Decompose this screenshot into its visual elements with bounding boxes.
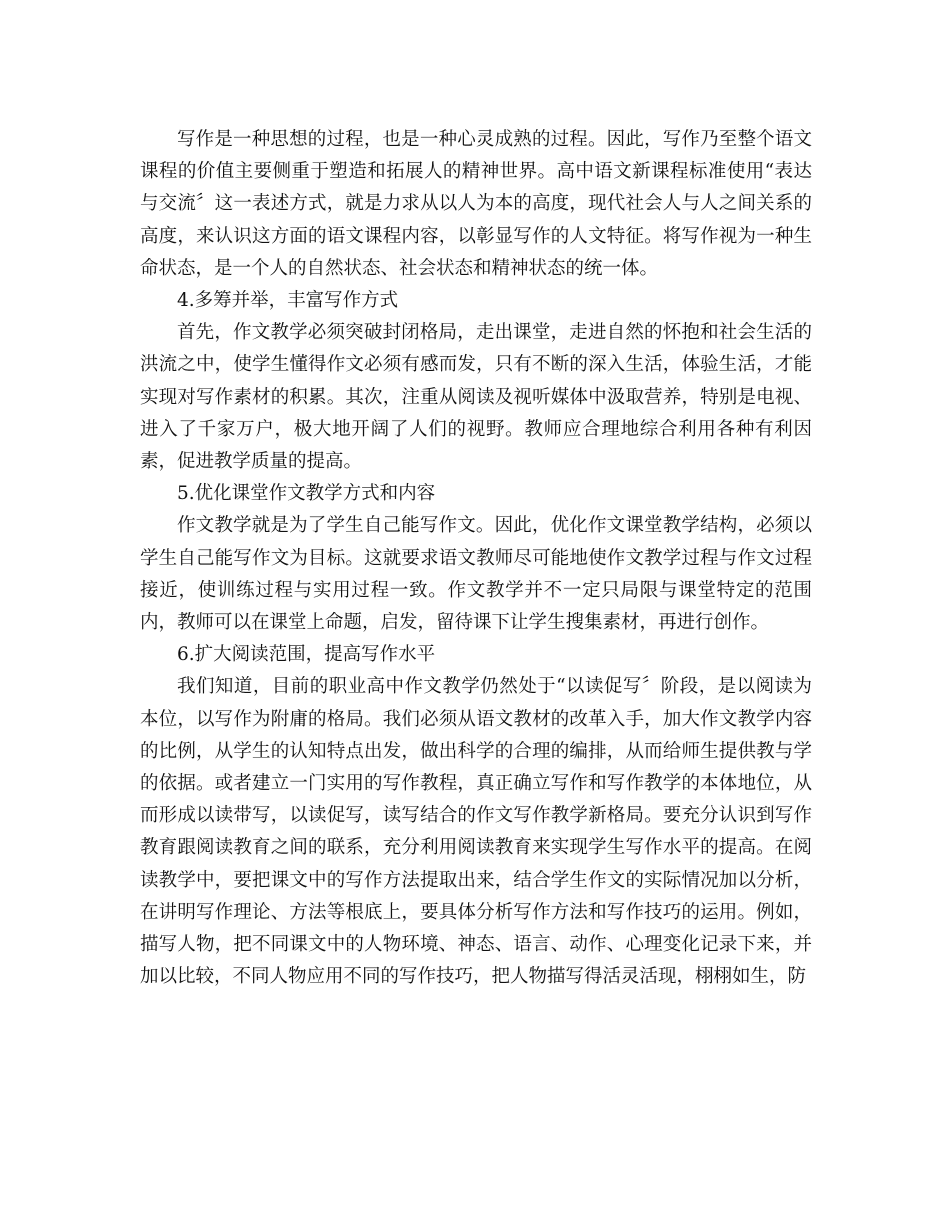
section-heading-4: 4.多筹并举，丰富写作方式 (177, 290, 399, 312)
paragraph-writing-process: 写作是一种思想的过程，也是一种心灵成熟的过程。因此，写作乃至整个语文课程的价值主要侧重于塑造和拓展人的精神世界。高中语文新课程标准使用“表达与交流〞这一表述方式，就是力求从以人为本的高度，现代社会人与人之间关系的高度，来认识这方面的语文课程内容，以彰显写作的人文特征。将写作视为一种生命状态，是一个人的自然状态、社会状态和精神状态的统一体。 (140, 129, 812, 279)
section-heading-6: 6.扩大阅读范围，提高写作水平 (177, 644, 436, 666)
document-page (140, 124, 812, 993)
paragraph-classroom-teaching: 作文教学就是为了学生自己能写作文。因此，优化作文课堂教学结构，必须以学生自己能写作文为目标。这就要求语文教师尽可能地使作文教学过程与作文过程接近，使训练过程与实用过程一致。作文教学并不一定只局限与课堂特定的范围内，教师可以在课堂上命题，启发，留待课下让学生搜集素材，再进行创作。 (140, 515, 812, 634)
paragraph-writing-methods: 首先，作文教学必须突破封闭格局，走出课堂，走进自然的怀抱和社会生活的洪流之中，使学生懂得作文必须有感而发，只有不断的深入生活，体验生活，才能实现对写作素材的积累。其次，注重从阅读及视听媒体中汲取营养，特别是电视、进入了千家万户，极大地开阔了人们的视野。教师应合理地综合利用各种有利因素，促进教学质量的提高。 (140, 322, 812, 473)
section-heading-5: 5.优化课堂作文教学方式和内容 (177, 483, 436, 505)
paragraph-reading-scope: 我们知道，目前的职业高中作文教学仍然处于“以读促写〞阶段，是以阅读为本位，以写作为附庸的格局。我们必须从语文教材的改革入手，加大作文教学内容的比例，从学生的认知特点出发，做出科学的合理的编排，从而给师生提供教与学的依据。或者建立一门实用的写作教程，真正确立写作和写作教学的本体地位，从而形成以读带写，以读促写，读写结合的作文写作教学新格局。要充分认识到写作教育跟阅读教育之间的联系，充分利用阅读教育来实现学生写作水平的提高。在阅读教学中，要把课文中的写作方法提取出来，结合学生作文的实际情况加以分析，在讲明写作理论、方法等根底上，要具体分析写作方法和写作技巧的运用。例如，描写人物，把不同课文中的人物环境、神态、语言、动作、心理变化记录下来，并加以比较，不同人物应用不同的写作技巧，把人物描写得活灵活现，栩栩如生，防 (140, 676, 812, 988)
